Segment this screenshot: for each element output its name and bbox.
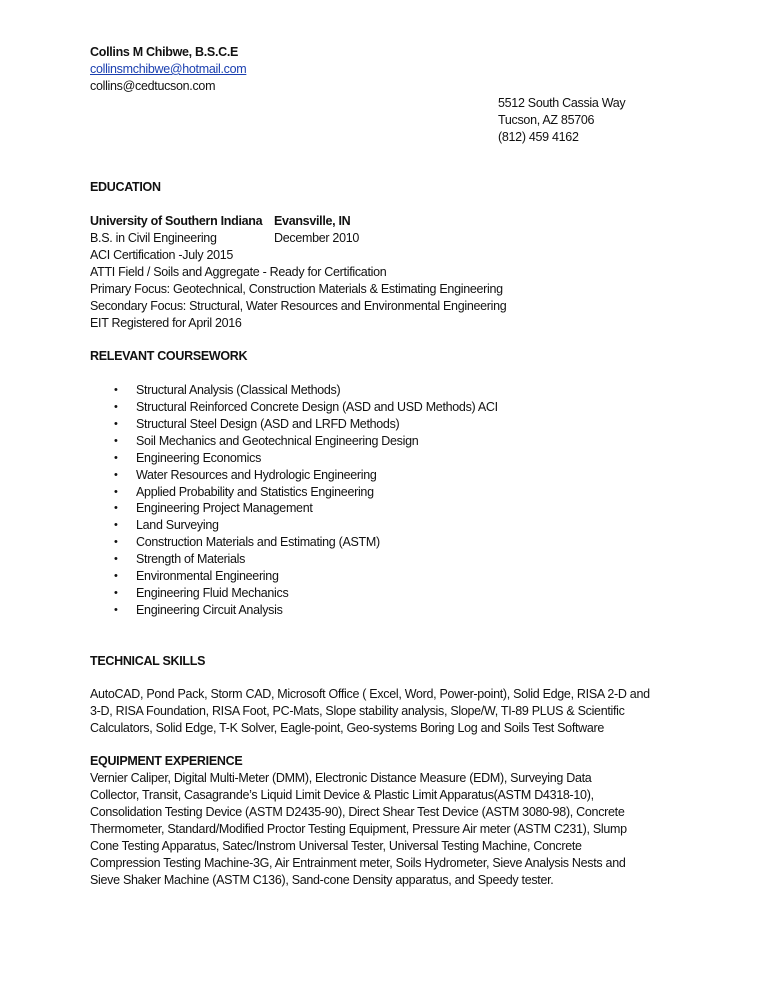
education-school: [90, 213, 262, 230]
bullet-icon: •: [114, 486, 118, 498]
bullet-icon: •: [114, 418, 118, 430]
bullet-icon: •: [114, 570, 118, 582]
degree: B.S. in Civil Engineering: [90, 231, 217, 245]
technical-skills-line: AutoCAD, Pond Pack, Storm CAD, Microsoft Office ( Excel, Word, Power-point), Solid Edge, RISA 2-D and: [90, 687, 650, 701]
bullet-icon: •: [114, 519, 118, 531]
bullet-icon: •: [114, 469, 118, 481]
school-location: Evansville, IN: [274, 214, 351, 228]
bullet-icon: •: [114, 384, 118, 396]
technical-skills-heading: TECHNICAL SKILLS: [90, 654, 206, 668]
education-heading: EDUCATION: [90, 180, 161, 194]
equipment-line: Cone Testing Apparatus, Satec/Instrom Universal Tester, Universal Testing Machine, Concrete: [90, 839, 582, 853]
education-line: EIT Registered for April 2016: [90, 316, 242, 330]
candidate-name: Collins M Chibwe, B.S.C.E: [90, 45, 239, 59]
school-name: University of Southern Indiana: [90, 214, 263, 228]
equipment-line: Consolidation Testing Device (ASTM D2435-90), Direct Shear Test Device (ASTM 3080-98), Concrete: [90, 805, 625, 819]
address-city: Tucson, AZ 85706: [498, 113, 595, 127]
equipment-line: Collector, Transit, Casagrande’s Liquid Limit Device & Plastic Limit Apparatus(ASTM D4318-10),: [90, 788, 594, 802]
degree-date: December 2010: [274, 231, 360, 245]
bullet-icon: •: [114, 401, 118, 413]
education-line: ACI Certification -July 2015: [90, 248, 234, 262]
education-line: Primary Focus: Geotechnical, Construction Materials & Estimating Engineering: [90, 282, 503, 296]
education-line: Secondary Focus: Structural, Water Resources and Environmental Engineering: [90, 299, 507, 313]
resume-page: Collins M Chibwe, B.S.C.E collinsmchibwe@hotmail.com collins@cedtucson.com 5512 South Cassia Way Tucson, AZ 85706 (812) 459 4162 EDUCATION University of Southern Indiana Evansville, IN B.S. in Civil Engineering December 2010 ACI Certification -July 2015 ATTI Field / Soils and Aggregate - Ready for Certification Primary Focus: Geotechnical, Construction Materials & Estimating Engineering Secondary Focus: Structural, Water Resources and Environmental Engineering EIT Registered for April 2016 RELEVANT COURSEWORK • Structural Analysis (Classical Methods) • Structural Reinforced Concrete Design (ASD and USD Methods) ACI • Structural Steel Design (ASD and LRFD Methods) • Soil Mechanics and Geotechnical Engineering Design • Engineering Economics • Water Resources and Hydrologic Engineering • Applied Probability and Statistics Engineering • Engineering Project Management • Land Surveying • Construction Materials and Estimating (ASTM) • Strength of Materials • Environmental Engineering • Engineering Fluid Mechanics • Engineering Circuit Analysis TECHNICAL SKILLS AutoCAD, Pond Pack, Storm CAD, Microsoft Office ( Excel, Word, Power-point), Solid Edge, RISA 2-D and 3-D, RISA Foundation, RISA Foot, PC-Mats, Slope stability analysis, Slope/W, TI-89 PLUS & Scientific Calculators, Solid Edge, T-K Solver, Eagle-point, Geo-systems Boring Log and Soils Test Software EQUIPMENT EXPERIENCE Vernier Caliper, Digital Multi-Meter (DMM), Electronic Distance Measure (EDM), Surveying Data Collector, Transit, Casagrande’s Liquid Limit Device & Plastic Limit Apparatus(ASTM D4318-10), Consolidation Testing Device (ASTM D2435-90), Direct Shear Test Device (ASTM 3080-98), Concrete Thermometer, Standard/Modified Proctor Testing Equipment, Pressure Air meter (ASTM C231), Slump Cone Testing Apparatus, Satec/Instrom Universal Tester, Universal Testing Machine, Concrete Compression Testing Machine-3G, Air Entrainment meter, Soils Hydrometer, Sieve Analysis Nests and Sieve Shaker Machine (ASTM C136), Sand-cone Density apparatus, and Speedy tester.: [90, 45, 650, 887]
equipment-line: Sieve Shaker Machine (ASTM C136), Sand-cone Density apparatus, and Speedy tester.: [90, 873, 554, 887]
bullet-icon: •: [114, 587, 118, 599]
equipment-line: Thermometer, Standard/Modified Proctor Testing Equipment, Pressure Air meter (ASTM C231), Slump: [90, 822, 627, 836]
equipment-heading: EQUIPMENT EXPERIENCE: [90, 754, 243, 768]
technical-skills-line: 3-D, RISA Foundation, RISA Foot, PC-Mats, Slope stability analysis, Slope/W, TI-89 PLUS & Scientific: [90, 704, 625, 718]
address-street: 5512 South Cassia Way: [498, 96, 626, 110]
bullet-icon: •: [114, 536, 118, 548]
bullet-icon: •: [114, 604, 118, 616]
bullet-icon: •: [114, 452, 118, 464]
technical-skills-line: Calculators, Solid Edge, T-K Solver, Eagle-point, Geo-systems Boring Log and Soils Test Software: [90, 721, 605, 735]
equipment-line: Compression Testing Machine-3G, Air Entrainment meter, Soils Hydrometer, Sieve Analysis Nests and: [90, 856, 626, 870]
bullet-icon: •: [114, 502, 118, 514]
equipment-line: Vernier Caliper, Digital Multi-Meter (DMM), Electronic Distance Measure (EDM), Surveying Data: [90, 771, 592, 785]
email-secondary: collins@cedtucson.com: [90, 79, 216, 93]
bullet-icon: •: [114, 553, 118, 565]
bullet-icon: •: [114, 435, 118, 447]
email-primary-link[interactable]: collinsmchibwe@hotmail.com: [90, 62, 247, 76]
education-line: ATTI Field / Soils and Aggregate - Ready for Certification: [90, 265, 387, 279]
coursework-heading: RELEVANT COURSEWORK: [90, 349, 248, 363]
address-phone: (812) 459 4162: [498, 130, 579, 144]
